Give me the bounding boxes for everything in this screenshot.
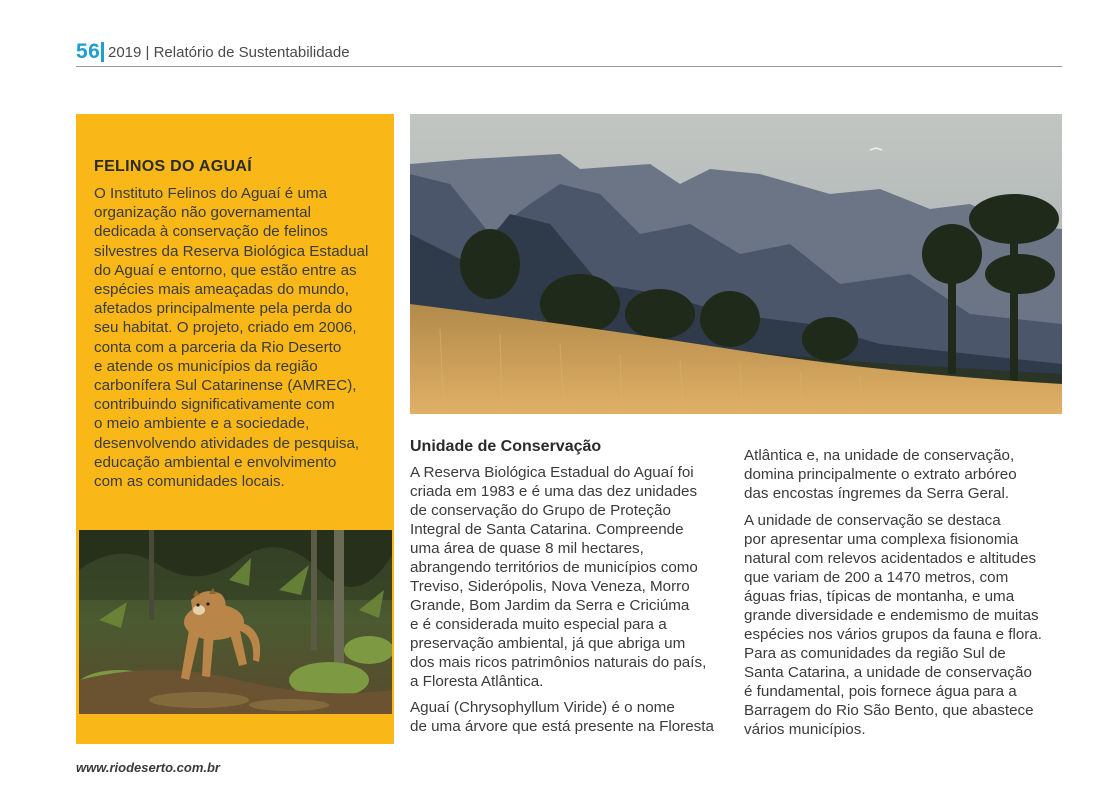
report-title: 2019 | Relatório de Sustentabilidade: [108, 44, 350, 61]
page-number-divider: [101, 42, 104, 62]
serra-geral-landscape-photo: [410, 114, 1062, 414]
sidebar-box-text: O Instituto Felinos do Aguaí é uma organização não governamental dedicada à conservação de felinos silvestres da Reserva Biológica Estadual do Aguaí e entorno, que estão entre as espécies mais ameaçadas do mundo, afetados principalmente pela perda do seu habitat. O projeto, criado em 2006, conta com a parceria da Rio Deserto e atende os municípios da região carbonífera Sul Catarinense (AMREC), contribuindo significativamente com o meio ambiente e a sociedade, desenvolvendo atividades de pesquisa, educação ambiental e envolvimento com as comunidades locais.: [94, 185, 369, 491]
sidebar-box-title: FELINOS DO AGUAÍ: [94, 158, 252, 175]
article-paragraph: Aguaí (Chrysophyllum Viride) é o nome de uma árvore que está presente na Floresta: [410, 699, 714, 735]
article-paragraph: A Reserva Biológica Estadual do Aguaí foi criada em 1983 e é uma das dez unidades de conservação do Grupo de Proteção Integral de Santa Catarina. Compreende uma área de quase 8 mil hectares, abrangendo territórios de municípios como Treviso, Siderópolis, Nova Veneza, Morro Grande, Bom Jardim da Serra e Criciúma e é considerada muito especial para a preservação ambiental, já que abriga um dos mais ricos patrimônios naturais do país, a Floresta Atlântica.: [410, 464, 707, 690]
page-header: [76, 40, 1062, 67]
article-paragraph: Atlântica e, na unidade de conservação, domina principalmente o extrato arbóreo das encostas íngremes da Serra Geral.: [744, 447, 1017, 502]
section-title: Unidade de Conservação: [410, 438, 602, 455]
article-paragraph: A unidade de conservação se destaca por apresentar uma complexa fisionomia natural com relevos acidentados e altitudes que variam de 200 a 1470 metros, com águas frias, típicas de montanha, e uma grande diversidade e endemismo de muitas espécies nos vários grupos da fauna e flora. Para as comunidades da região Sul de Santa Catarina, a unidade de conservação é fundamental, pois fornece água para a Barragem do Rio São Bento, que abastece vários municípios.: [744, 512, 1043, 738]
puma-photo: [79, 530, 392, 714]
footer-website-link[interactable]: www.riodeserto.com.br: [76, 760, 220, 775]
page-number: 56: [76, 40, 101, 63]
